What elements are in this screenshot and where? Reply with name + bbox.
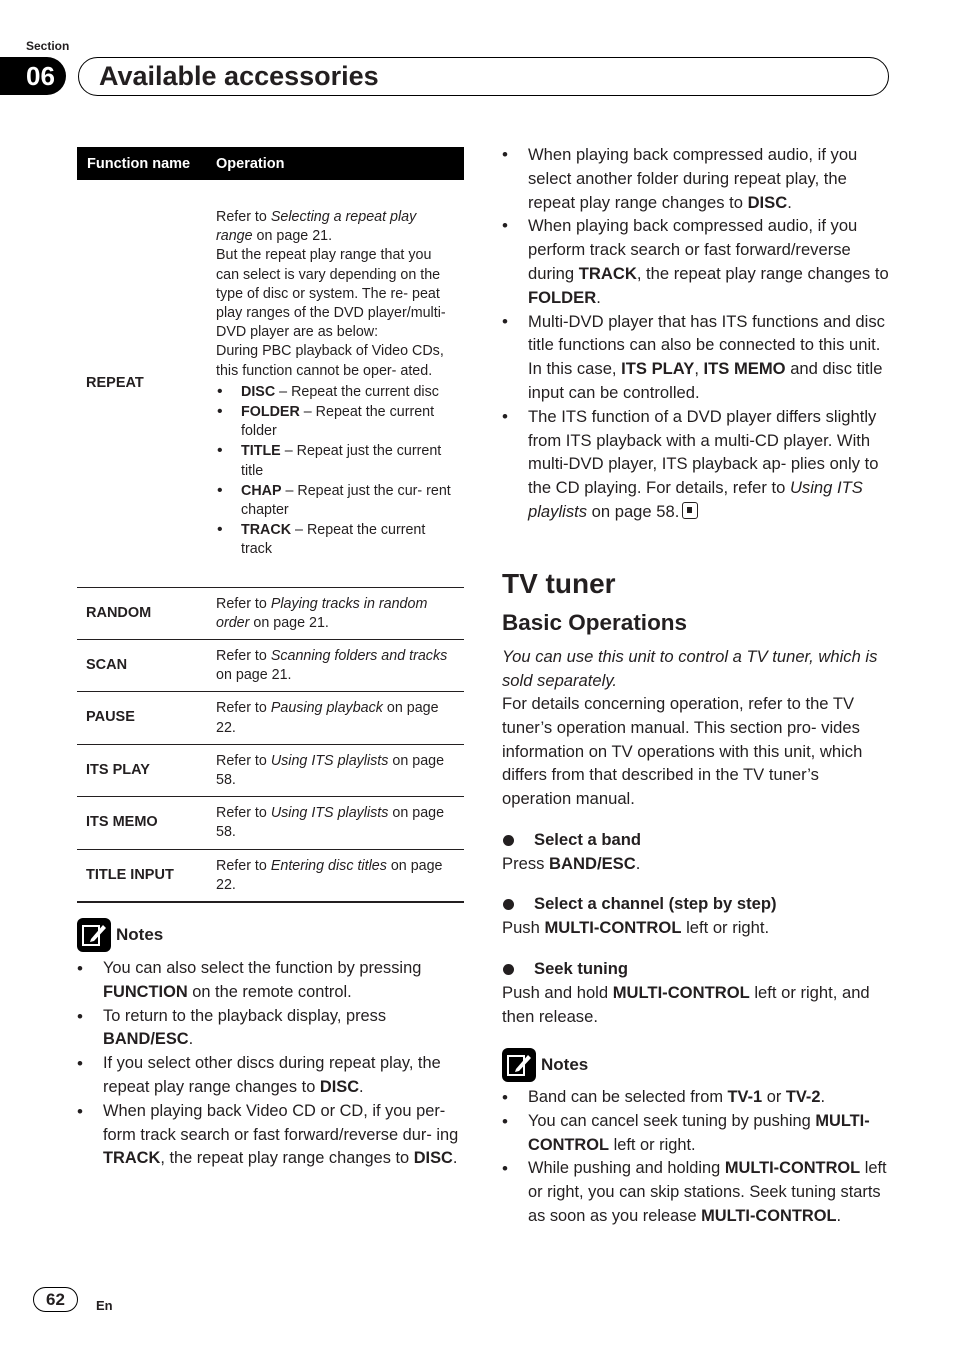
chapter-title-box — [78, 57, 889, 96]
operation-cell: Refer to Entering disc titles on page 22. — [206, 849, 464, 902]
col-function-name: Function name — [77, 147, 206, 180]
section-number-badge: 06 — [0, 57, 66, 95]
function-name: SCAN — [77, 639, 206, 691]
list-item: • The ITS function of a DVD player differs slightly from ITS playback with a multi-CD player. With multi-DVD player, ITS playback ap- plies only to the CD playing. For details, refer to Using ITS playlists on page 58. — [502, 405, 892, 524]
function-name: REPEAT — [77, 180, 206, 587]
pencil-note-icon — [502, 1048, 536, 1082]
pencil-note-icon — [77, 918, 111, 952]
table-row — [77, 692, 464, 744]
table-row — [77, 849, 464, 902]
function-name: PAUSE — [77, 692, 206, 744]
table-row — [77, 587, 464, 639]
list-item: • To return to the playback display, press BAND/ESC. — [77, 1005, 467, 1053]
list-item: • When playing back Video CD or CD, if you per- form track search or fast forward/reverse dur- ing TRACK, the repeat play range changes to DISC. — [77, 1100, 467, 1171]
list-item: • TRACK – Repeat the current track — [216, 521, 456, 559]
step-select-band: Select a band Press BAND/ESC. — [502, 828, 892, 876]
col-operation: Operation — [206, 147, 464, 180]
operation-cell: Refer to Using ITS playlists on page 58. — [206, 797, 464, 849]
section-label: Section — [26, 39, 70, 53]
operation-text: But the repeat play range that you can select is vary depending on the type of disc or system. The re- peat play ranges of the DVD player/multi-DVD player are as below: — [216, 247, 446, 341]
notes-label: Notes — [116, 925, 164, 944]
operation-cell: Refer to Pausing playback on page 22. — [206, 692, 464, 744]
notes-label: Notes — [541, 1055, 589, 1074]
language-code: En — [96, 1298, 113, 1313]
function-name: TITLE INPUT — [77, 849, 206, 902]
operation-cell: Refer to Playing tracks in random order on page 21. — [206, 587, 464, 639]
stop-mark-icon — [682, 502, 698, 519]
notes-list — [77, 957, 467, 1171]
list-item: • You can cancel seek tuning by pushing MULTI-CONTROL left or right. — [502, 1110, 892, 1158]
notes-list — [502, 1086, 892, 1229]
function-name: RANDOM — [77, 587, 206, 639]
list-item: • TITLE – Repeat just the current title — [216, 442, 456, 480]
table-row — [77, 744, 464, 796]
list-item: • CHAP – Repeat just the cur- rent chapter — [216, 482, 456, 520]
table-row — [77, 180, 464, 587]
intro-paragraph: For details concerning operation, refer to the TV tuner’s operation manual. This section pro- vides information on TV operations with this unit, which differs from that described in the TV tuner’s operation manual. — [502, 694, 863, 809]
function-name: ITS MEMO — [77, 797, 206, 849]
list-item: • When playing back compressed audio, if you perform track search or fast forward/reverse during TRACK, the repeat play range changes to FOLDER. — [502, 214, 892, 309]
list-item: • FOLDER – Repeat the current folder — [216, 403, 456, 441]
section-heading: TV tuner — [502, 568, 616, 599]
operation-text: During PBC playback of Video CDs, this function cannot be oper- ated. — [216, 343, 444, 379]
table-row — [77, 639, 464, 691]
step-title: Seek tuning — [502, 957, 892, 981]
list-item: • If you select other discs during repeat play, the repeat play range changes to DISC. — [77, 1052, 467, 1100]
notes-heading — [502, 1048, 588, 1082]
list-item: • While pushing and holding MULTI-CONTROL left or right, you can skip stations. Seek tuning starts as soon as you release MULTI-CONTROL. — [502, 1157, 892, 1228]
repeat-notes-list — [502, 143, 892, 524]
intro-italic: You can use this unit to control a TV tuner, which is sold separately. — [502, 647, 878, 690]
chapter-title: Available accessories — [99, 61, 379, 91]
function-name: ITS PLAY — [77, 744, 206, 796]
page-number: 62 — [33, 1287, 78, 1312]
operation-cell: Refer to Using ITS playlists on page 58. — [206, 744, 464, 796]
list-item: • DISC – Repeat the current disc — [216, 383, 456, 402]
operation-cell: Refer to Scanning folders and tracks on page 21. — [206, 639, 464, 691]
subsection-heading: Basic Operations — [502, 610, 688, 635]
operation-cell: Refer to Selecting a repeat play range on page 21. But the repeat play range that you can select is vary depending on the type of disc or system. The re- peat play ranges of the DVD player/multi-DVD player are as below: During PBC playback of Video CDs, this function cannot be oper- ated. • DISC – Repeat the current disc • FOLDER – Repeat the current folder • TITLE – Repeat just the current title • CHAP – Repeat just the cur- rent chapter • TRACK – Repeat the current track — [206, 180, 464, 587]
notes-heading — [77, 918, 163, 952]
list-item: • Band can be selected from TV-1 or TV-2. — [502, 1086, 892, 1110]
repeat-range-list — [216, 383, 456, 560]
step-seek-tuning: Seek tuning Push and hold MULTI-CONTROL left or right, and then release. — [502, 957, 892, 1029]
step-title: Select a channel (step by step) — [502, 892, 892, 916]
cross-reference: Selecting a repeat play range — [216, 208, 417, 245]
function-table — [77, 147, 464, 903]
step-title: Select a band — [502, 828, 892, 852]
step-select-channel: Select a channel (step by step) Push MULTI-CONTROL left or right. — [502, 892, 892, 940]
table-row — [77, 797, 464, 849]
list-item: • You can also select the function by pressing FUNCTION on the remote control. — [77, 957, 467, 1005]
list-item: • Multi-DVD player that has ITS functions and disc title functions can also be connected to this unit. In this case, ITS PLAY, ITS MEMO and disc title input can be controlled. — [502, 310, 892, 405]
list-item: • When playing back compressed audio, if you select another folder during repeat play, the repeat play range changes to DISC. — [502, 143, 892, 214]
